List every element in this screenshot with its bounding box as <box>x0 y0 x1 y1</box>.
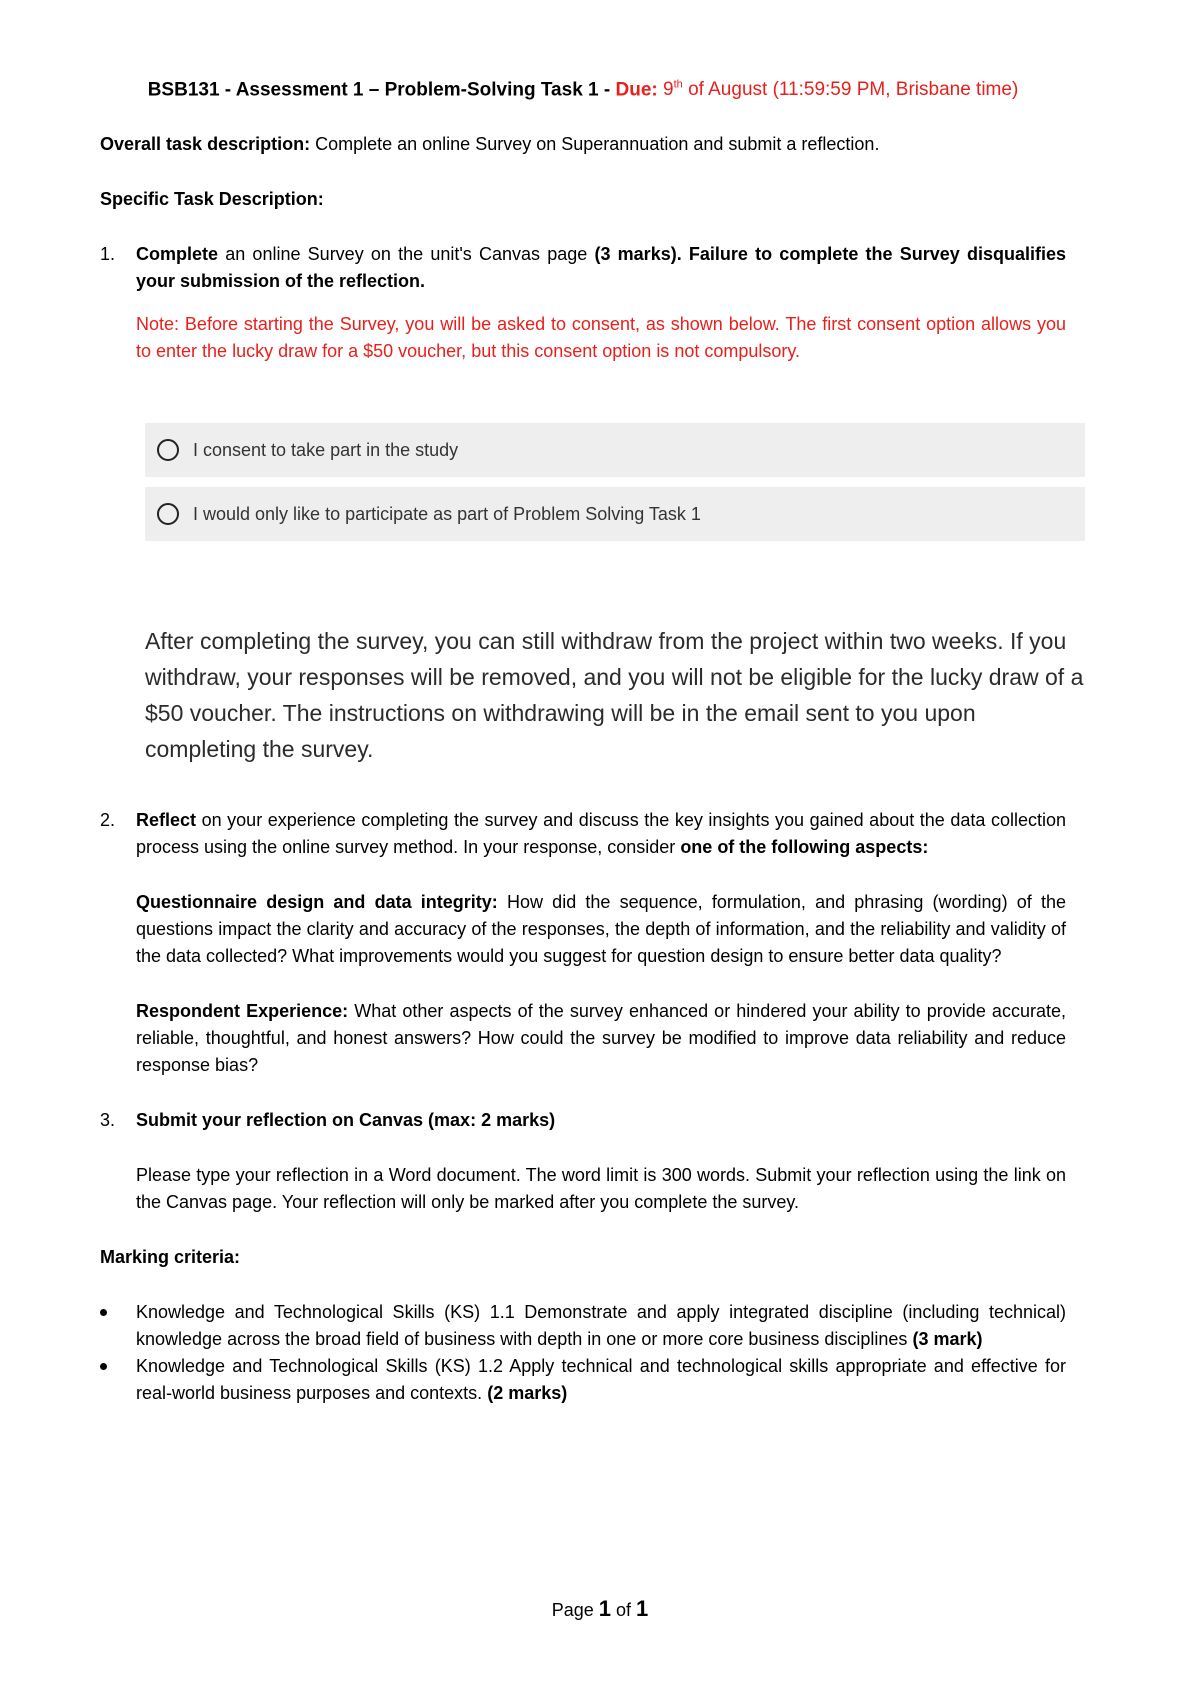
task-list-continued <box>100 807 1066 1216</box>
task-2: 2. Reflect on your experience completing the survey and discuss the key insights you gained about the data collection process using the online survey method. In your response, consider one of the following aspects: Questionnaire design and data integrity: How did the sequence, formulation, and phrasing (wording) of the questions impact the clarity and accuracy of the responses, the depth of information, and the reliability and validity of the data collected? What improvements would you suggest for question design to ensure better data quality? Respondent Experience: What other aspects of the survey enhanced or hindered your ability to provide accurate, reliable, thoughtful, and honest answers? How could the survey be modified to improve data reliability and reduce response bias? <box>100 807 1066 1079</box>
withdraw-info: After completing the survey, you can still withdraw from the project within two weeks. If you withdraw, your responses will be removed, and you will not be eligible for the lucky draw of a $50 voucher. The instructions on withdrawing will be in the email sent to you upon completing the survey. <box>145 628 1084 763</box>
criteria-item: Knowledge and Technological Skills (KS) 1.2 Apply technical and technological skills appropriate and effective for real-world business purposes and contexts. (2 marks) <box>100 1353 1066 1407</box>
aspect-questionnaire: Questionnaire design and data integrity: How did the sequence, formulation, and phrasing (wording) of the questions impact the clarity and accuracy of the responses, the depth of information, and the reliability and validity of the data collected? What improvements would you suggest for question design to ensure better data quality? <box>136 892 1066 967</box>
page-title <box>100 72 1066 103</box>
overall-text: Complete an online Survey on Superannuation and submit a reflection. <box>315 134 880 155</box>
consent-note: Note: Before starting the Survey, you will be asked to consent, as shown below. The first consent option allows you to enter the lucky draw for a $50 voucher, but this consent option is not compulsory. <box>136 314 1066 362</box>
overall-label: Overall task description: <box>100 134 311 155</box>
task-list <box>100 241 1066 365</box>
marking-heading: Marking criteria: <box>100 1247 241 1268</box>
radio-icon[interactable] <box>157 439 179 461</box>
task-3: 3. Submit your reflection on Canvas (max: 2 marks) Please type your reflection in a Word document. The word limit is 300 words. Submit your reflection using the link on the Canvas page. Your reflection will only be marked after you complete the survey. <box>100 1107 1066 1216</box>
specific-heading: Specific Task Description: <box>100 189 324 210</box>
task-1: 1. Complete an online Survey on the unit's Canvas page (3 marks). Failure to complete the Survey disqualifies your submission of the reflection. Note: Before starting the Survey, you will be asked to consent, as shown below. The first consent option allows you to enter the lucky draw for a $50 voucher, but this consent option is not compulsory. <box>100 241 1066 365</box>
consent-option-1[interactable]: I consent to take part in the study <box>145 423 1085 477</box>
radio-icon[interactable] <box>157 503 179 525</box>
task-3-text: Please type your reflection in a Word document. The word limit is 300 words. Submit your reflection using the link on the Canvas page. Your reflection will only be marked after you complete the survey. <box>136 1165 1066 1213</box>
page-footer: Page 1 of 1 <box>551 1596 649 1621</box>
task-3-heading: Submit your reflection on Canvas (max: 2 marks) <box>136 1110 556 1131</box>
criteria-item: Knowledge and Technological Skills (KS) 1.1 Demonstrate and apply integrated discipline (including technical) knowledge across the broad field of business with depth in one or more core business disciplines (3 mark) <box>100 1299 1066 1353</box>
aspect-respondent: Respondent Experience: What other aspects of the survey enhanced or hindered your ability to provide accurate, reliable, thoughtful, and honest answers? How could the survey be modified to improve data reliability and reduce response bias? <box>136 1001 1066 1076</box>
due-label: Due: <box>615 79 658 101</box>
task-2-text: Reflect on your experience completing the survey and discuss the key insights you gained about the data collection process using the online survey method. In your response, consider one of the following aspects: <box>136 810 1066 858</box>
document-body <box>100 72 1084 1407</box>
marking-criteria <box>100 1299 1066 1407</box>
title-main: BSB131 - Assessment 1 – Problem-Solving Task 1 - <box>147 79 611 101</box>
task-1-text: Complete an online Survey on the unit's Canvas page (3 marks). Failure to complete the Survey disqualifies your submission of the reflection. <box>136 244 1066 292</box>
overall-description <box>100 131 1066 158</box>
due-date: 9th of August (11:59:59 PM, Brisbane time) <box>663 79 1019 101</box>
consent-option-2[interactable]: I would only like to participate as part of Problem Solving Task 1 <box>145 487 1085 541</box>
